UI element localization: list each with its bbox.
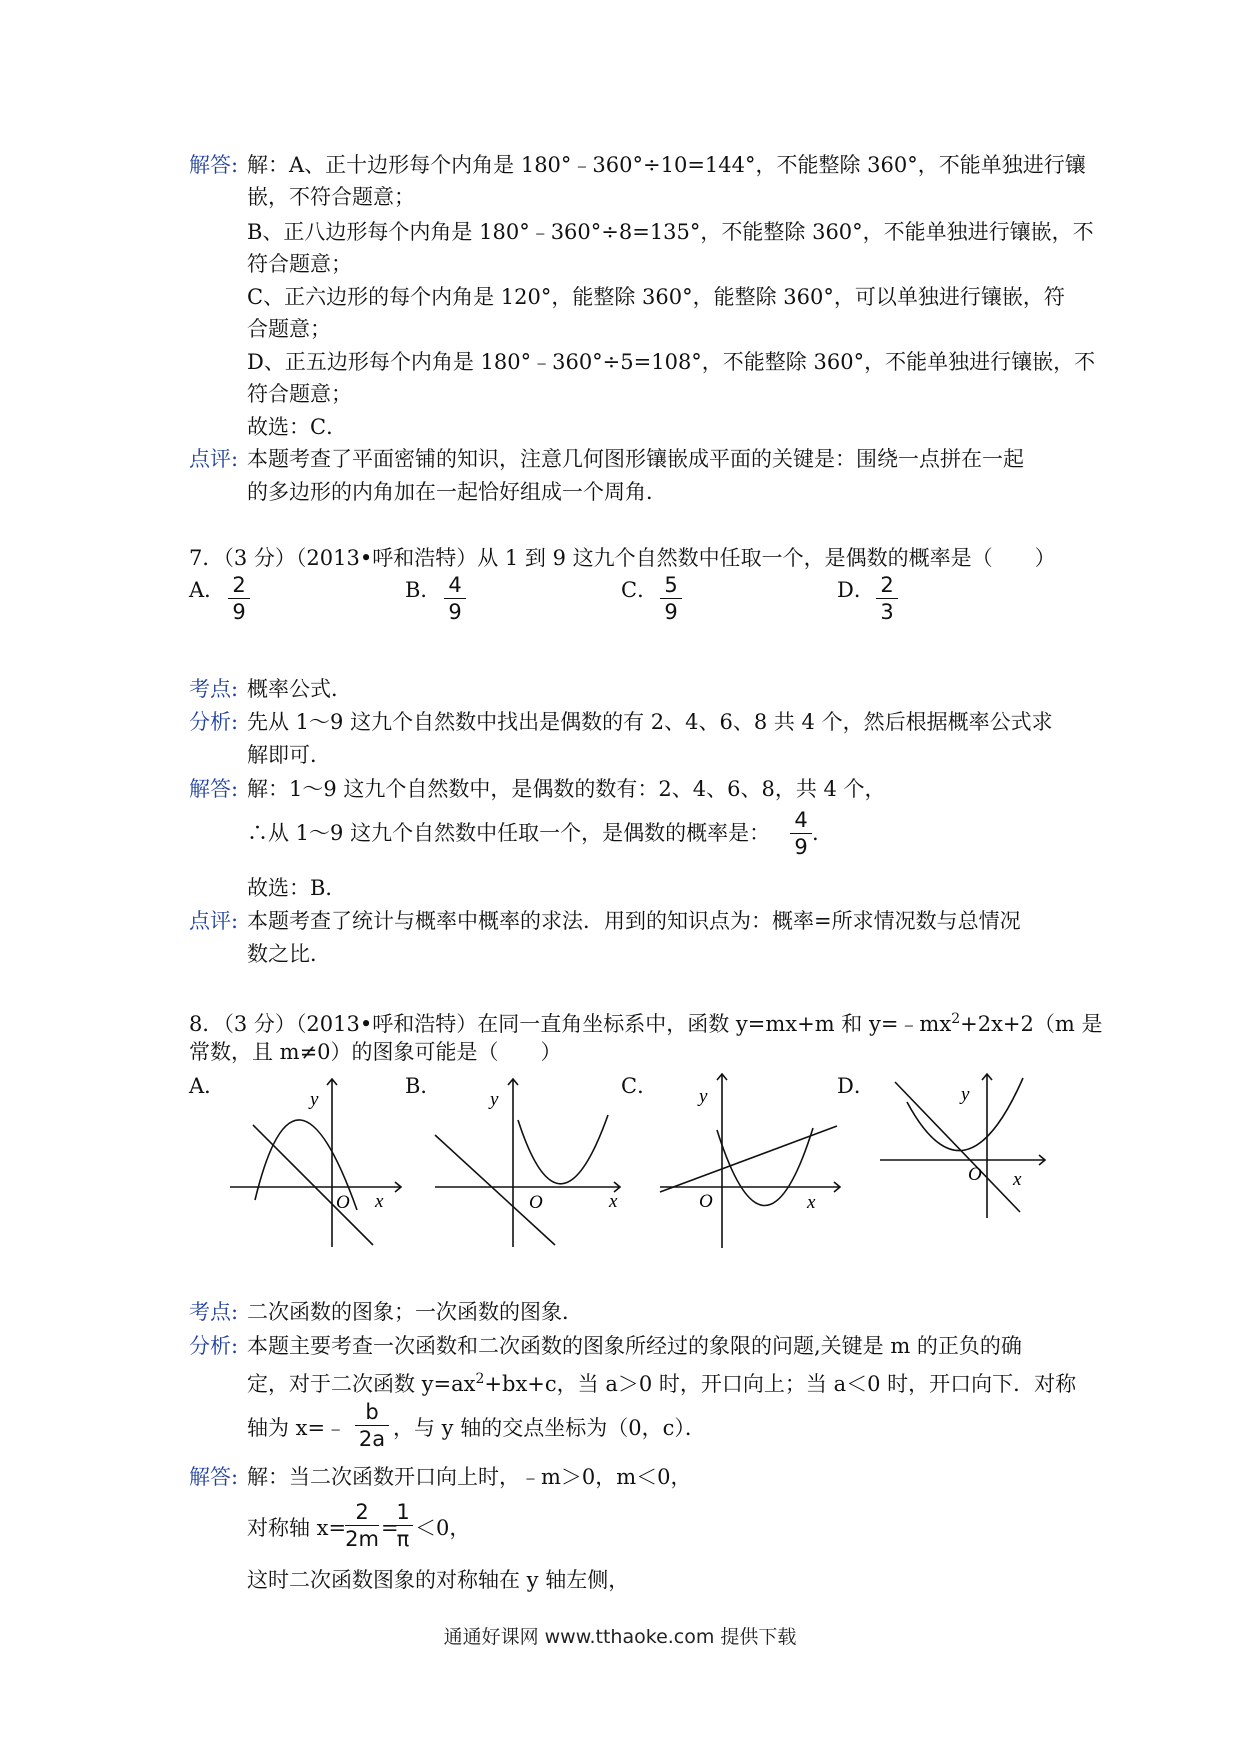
q7-option-a-letter: A． (189, 578, 226, 602)
q8-analysis-line: 本题主要考查一次函数和二次函数的图象所经过的象限的问题,关键是 m 的正负的确 (247, 1334, 1022, 1358)
denominator: 9 (448, 600, 462, 624)
y-axis-label: y (310, 1089, 319, 1110)
x-axis-label: x (1013, 1169, 1022, 1190)
numerator: 4 (794, 808, 808, 832)
q8-stem-part: +2x+2（m 是 (960, 1012, 1103, 1036)
comment-label: 点评: (189, 909, 239, 933)
q8-stem-exponent: 2 (951, 1011, 961, 1027)
q8-analysis-line: 轴为 x=﹣ (247, 1416, 347, 1440)
q7-analysis-line: 解即可． (247, 743, 331, 767)
q8-analysis-line (247, 1364, 1076, 1399)
q8-answer-line: 解：当二次函数开口向上时，﹣m＞0，m＜0， (247, 1465, 692, 1489)
q7-answer-choice: 故选：B． (247, 876, 347, 900)
linear-function-line (253, 1125, 373, 1245)
q8-option-d-letter: D． (837, 1074, 875, 1098)
numerator: 2 (880, 573, 894, 597)
q8-analysis-part: 定，对于二次函数 y=ax (247, 1372, 476, 1396)
numerator: 1 (396, 1500, 410, 1524)
x-axis-label: x (807, 1192, 816, 1213)
q8-graph-a (225, 1075, 405, 1250)
numerator: 2 (232, 573, 246, 597)
q7-stem: 7．（3 分）（2013•呼和浩特）从 1 到 9 这九个自然数中任取一个，是偶数的概率是（ ） (189, 546, 1056, 570)
x-axis-label: x (609, 1191, 618, 1212)
origin-label: O (336, 1192, 350, 1213)
q8-stem-line1 (189, 1004, 1102, 1039)
q8-answer-fraction-2 (393, 1500, 413, 1551)
q8-axis-fraction (355, 1400, 389, 1451)
point-label: 考点: (189, 1300, 239, 1324)
q8-answer-fraction-1 (345, 1500, 379, 1551)
linear-function-line (435, 1135, 555, 1245)
analysis-label: 分析: (189, 710, 239, 734)
q8-option-a-letter: A． (189, 1074, 226, 1098)
q8-point: 二次函数的图象；一次函数的图象． (247, 1300, 583, 1324)
answer-label: 解答: (189, 153, 239, 177)
q6-answer-line: 嵌，不符合题意； (247, 185, 415, 209)
q7-option-b-fraction (444, 573, 466, 624)
q6-answer-line: B、正八边形每个内角是 180°﹣360°÷8=135°，不能整除 360°，不能单独进行镶嵌，不 (247, 220, 1094, 244)
denominator: 2a (358, 1427, 386, 1451)
q8-answer-equals: = (381, 1516, 399, 1540)
q8-option-b-letter: B． (405, 1074, 442, 1098)
q6-answer-line: D、正五边形每个内角是 180°﹣360°÷5=108°，不能整除 360°，不能单独进行镶嵌，不 (247, 350, 1096, 374)
q8-analysis-exponent: 2 (475, 1371, 485, 1387)
denominator: 9 (664, 600, 678, 624)
answer-label: 解答: (189, 777, 239, 801)
numerator: 4 (448, 573, 462, 597)
y-axis-label: y (961, 1084, 970, 1105)
denominator: 3 (880, 600, 894, 624)
numerator: b (365, 1400, 379, 1424)
q8-analysis-part: +bx+c，当 a＞0 时，开口向上；当 a＜0 时，开口向下．对称 (484, 1372, 1077, 1396)
y-axis-label: y (490, 1089, 499, 1110)
q6-answer-line: 符合题意； (247, 252, 352, 276)
denominator: π (396, 1527, 410, 1551)
q7-answer-fraction (790, 808, 812, 859)
q8-analysis-line: ，与 y 轴的交点坐标为（0，c）． (393, 1416, 706, 1440)
q8-stem-part: 8．（3 分）（2013•呼和浩特）在同一直角坐标系中，函数 y=mx+m 和 y=﹣mx (189, 1012, 952, 1036)
q7-comment-line: 本题考查了统计与概率中概率的求法．用到的知识点为：概率=所求情况数与总情况 (247, 909, 1021, 933)
q7-option-b-letter: B． (405, 578, 442, 602)
q7-comment-line: 数之比． (247, 942, 331, 966)
q7-point: 概率公式． (247, 677, 352, 701)
q6-answer-line: C、正六边形的每个内角是 120°，能整除 360°，能整除 360°，可以单独进行镶嵌，符 (247, 285, 1065, 309)
x-axis-label: x (375, 1191, 384, 1212)
q7-answer-period: . (812, 821, 819, 845)
q7-option-c-letter: C． (621, 578, 659, 602)
q8-option-c-letter: C． (621, 1074, 659, 1098)
numerator: 2 (355, 1500, 369, 1524)
q6-comment-line: 本题考查了平面密铺的知识，注意几何图形镶嵌成平面的关键是：围绕一点拼在一起 (247, 447, 1024, 471)
denominator: 9 (232, 600, 246, 624)
q8-graph-d (875, 1070, 1050, 1220)
parabola-curve (518, 1115, 608, 1184)
answer-label: 解答: (189, 1465, 239, 1489)
q8-answer-line: 这时二次函数图象的对称轴在 y 轴左侧， (247, 1568, 630, 1592)
origin-label: O (529, 1192, 543, 1213)
page-footer: 通通好课网 www.tthaoke.com 提供下载 (443, 1626, 797, 1648)
point-label: 考点: (189, 677, 239, 701)
y-axis-label: y (699, 1086, 708, 1107)
q6-answer-choice: 故选：C． (247, 415, 348, 439)
denominator: 2m (345, 1527, 379, 1551)
q7-option-d-fraction (876, 573, 898, 624)
q7-option-d-letter: D． (837, 578, 875, 602)
q6-comment-line: 的多边形的内角加在一起恰好组成一个周角． (247, 480, 667, 504)
q8-stem-line2: 常数，且 m≠0）的图象可能是（ ） (189, 1040, 562, 1064)
q8-graph-b (430, 1075, 625, 1250)
q7-option-a-fraction (228, 573, 250, 624)
q6-answer-line: 合题意； (247, 317, 331, 341)
q8-answer-line: ＜0， (415, 1516, 471, 1540)
denominator: 9 (794, 835, 808, 859)
linear-function-line (895, 1082, 1020, 1212)
q8-answer-line: 对称轴 x= (247, 1516, 347, 1540)
origin-label: O (968, 1164, 982, 1185)
comment-label: 点评: (189, 447, 239, 471)
q6-answer-line: 符合题意； (247, 382, 352, 406)
q7-option-c-fraction (660, 573, 682, 624)
q6-answer-line: 解：A、正十边形每个内角是 180°﹣360°÷10=144°，不能整除 360°，不能单独进行镶 (247, 153, 1086, 177)
q7-answer-line: 解：1～9 这九个自然数中，是偶数的数有：2、4、6、8，共 4 个， (247, 777, 886, 801)
analysis-label: 分析: (189, 1334, 239, 1358)
q7-analysis-line: 先从 1～9 这九个自然数中找出是偶数的有 2、4、6、8 共 4 个，然后根据概率公式求 (247, 710, 1053, 734)
numerator: 5 (664, 573, 678, 597)
q7-answer-line: ∴从 1～9 这九个自然数中任取一个，是偶数的概率是： (247, 821, 771, 845)
q8-graph-c (655, 1070, 845, 1250)
origin-label: O (699, 1191, 713, 1212)
